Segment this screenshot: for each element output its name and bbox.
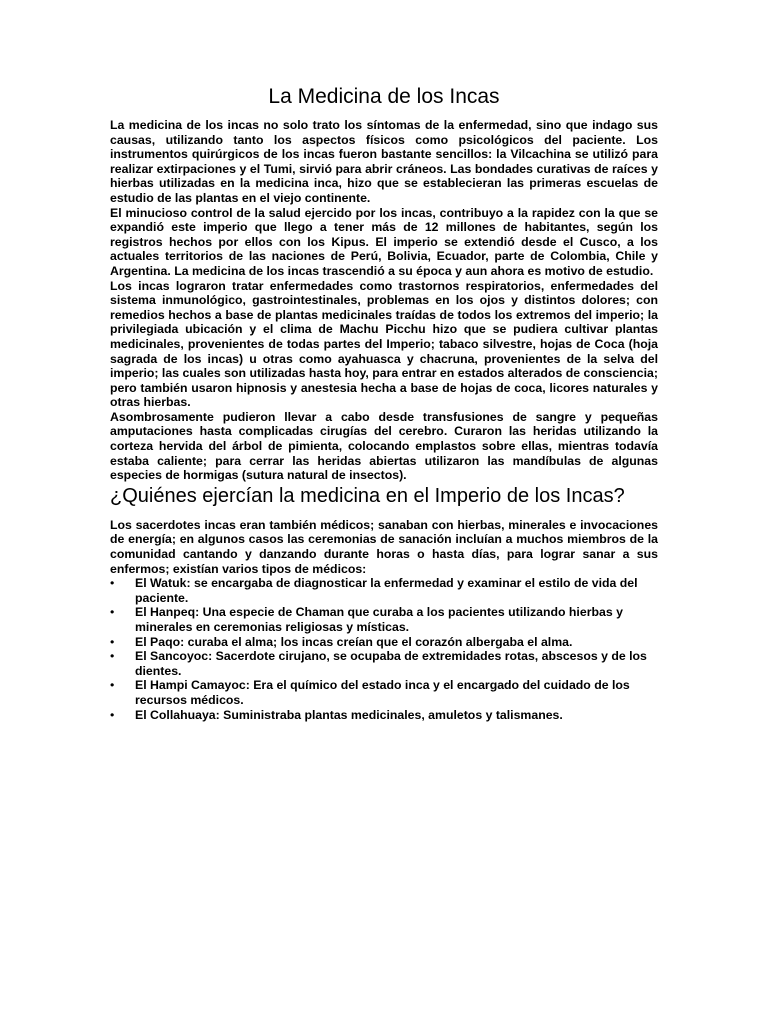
- section-intro: Los sacerdotes incas eran también médicos; sanaban con hierbas, minerales e invocaciones de energía; en algunos casos las ceremonias de sanación incluían a muchos miembros de la comunidad cantando y danzando durante horas o hasta días, para lograr sanar a sus enfermos; existían varios tipos de médicos:: [110, 517, 658, 576]
- paragraph-4: Asombrosamente pudieron llevar a cabo desde transfusiones de sangre y pequeñas amputaciones hasta complicadas cirugías del cerebro. Curaron las heridas utilizando la corteza hervida del árbol de pimienta, colocando emplastos sobre ellas, mientras todavía estaba caliente; para cerrar las heridas abiertas utilizaron las mandíbulas de algunas especies de hormigas (sutura natural de insectos).: [110, 409, 658, 483]
- list-item: [110, 649, 658, 678]
- list-item-text: El Sancoyoc: Sacerdote cirujano, se ocupaba de extremidades rotas, abscesos y de los dientes.: [135, 649, 647, 678]
- list-item-text: El Watuk: se encargaba de diagnosticar la enfermedad y examinar el estilo de vida del paciente.: [135, 576, 638, 605]
- list-item-text: El Hanpeq: Una especie de Chaman que curaba a los pacientes utilizando hierbas y minerales en ceremonias religiosas y místicas.: [135, 605, 623, 634]
- paragraph-3: Los incas lograron tratar enfermedades como trastornos respiratorios, enfermedades del sistema inmunológico, gastrointestinales, problemas en los ojos y distintos dolores; con remedios hechos a base de plantas medicinales traídas de todos los extremos del imperio; la privilegiada ubicación y el clima de Machu Picchu hizo que se pudiera cultivar plantas medicinales, provenientes de todas partes del Imperio; tabaco silvestre, hojas de Coca (hoja sagrada de los incas) u otras como ayahuasca y chacruna, provenientes de la selva del imperio; las cuales son utilizadas hasta hoy, para entrar en estados alterados de consciencia; pero también usaron hipnosis y anestesia hecha a base de hojas de coca, licores naturales y otras hierbas.: [110, 278, 658, 410]
- list-item: [110, 605, 658, 634]
- page-title: La Medicina de los Incas: [268, 85, 500, 108]
- list-item: [110, 678, 658, 707]
- list-item-text: El Hampi Camayoc: Era el químico del estado inca y el encargado del cuidado de los recursos médicos.: [135, 678, 630, 707]
- bullet-icon: •: [110, 649, 115, 664]
- list-item-text: El Paqo: curaba el alma; los incas creían que el corazón albergaba el alma.: [135, 634, 573, 649]
- document-page: [110, 84, 658, 722]
- paragraph-1: La medicina de los incas no solo trato los síntomas de la enfermedad, sino que indago sus causas, utilizando tanto los aspectos físicos como psicológicos del paciente. Los instrumentos quirúrgicos de los incas fueron bastante sencillos: la Vilcachina se utilizó para realizar extirpaciones y el Tumi, sirvió para abrir cráneos. Las bondades curativas de raíces y hierbas utilizadas en la medicina inca, hizo que se establecieran las primeras escuelas de estudio de las plantas en el viejo continente.: [110, 118, 658, 205]
- bullet-icon: •: [110, 576, 115, 591]
- list-item-text: El Collahuaya: Suministraba plantas medicinales, amuletos y talismanes.: [135, 707, 563, 722]
- paragraph-2: El minucioso control de la salud ejercido por los incas, contribuyo a la rapidez con la que se expandió este imperio que llego a tener más de 12 millones de habitantes, según los registros hechos por ellos con los Kipus. El imperio se extendió desde el Cusco, a los actuales territorios de las naciones de Perú, Bolivia, Ecuador, parte de Colombia, Chile y Argentina. La medicina de los incas trascendió a su época y aun ahora es motivo de estudio.: [110, 205, 658, 278]
- list-item: [110, 635, 658, 650]
- bullet-list: [110, 576, 658, 722]
- list-item: [110, 576, 658, 605]
- bullet-icon: •: [110, 605, 115, 620]
- bullet-icon: •: [110, 634, 115, 649]
- bullet-icon: •: [110, 707, 115, 722]
- list-item: [110, 708, 658, 723]
- bullet-icon: •: [110, 678, 115, 693]
- section-heading: ¿Quiénes ejercían la medicina en el Imperio de los Incas?: [110, 484, 625, 507]
